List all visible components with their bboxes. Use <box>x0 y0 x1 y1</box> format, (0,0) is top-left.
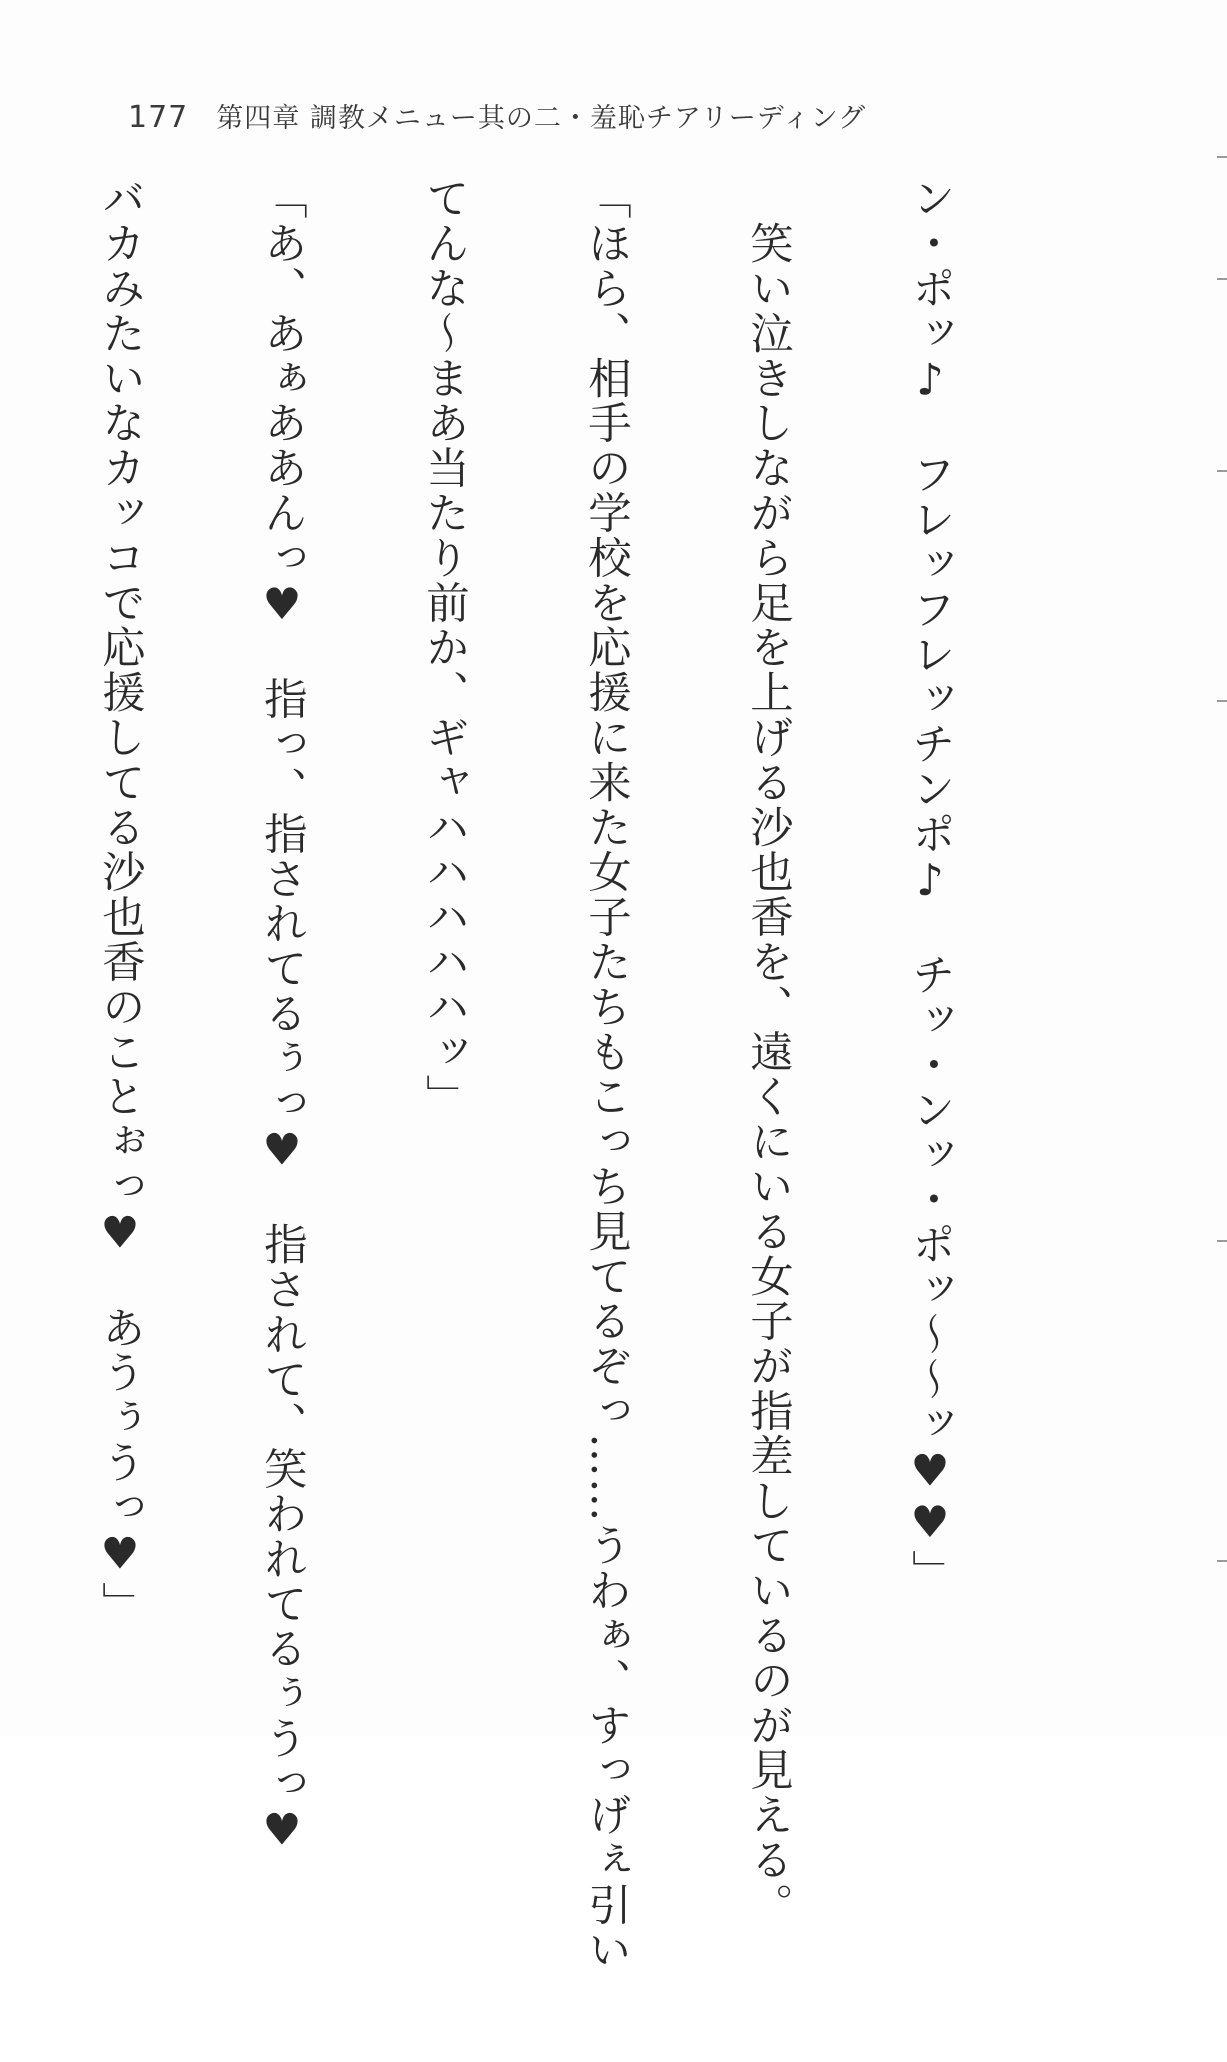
text-line: 「あ、あぁああんっ♥ 指っ、指されてるぅっ♥ 指されて、笑われてるぅうっ♥ <box>257 176 307 1858</box>
vertical-body-text <box>95 176 1065 1972</box>
text-line: 笑い泣きしながら足を上げる沙也香を、遠くにいる女子が指差しているのが見える。 <box>743 176 793 1928</box>
text-line: バカみたいなカッコで応援してる沙也香のことぉっ♥ あうぅうっ♥」 <box>95 176 145 1626</box>
edge-mark <box>1217 156 1227 158</box>
chapter-title: 第四章 調教メニュー其の二・羞恥チアリーディング <box>216 103 867 134</box>
edge-mark <box>1217 470 1227 472</box>
text-line: ン・ポッ♪ フレッフレッチンポ♪ チッ・ンッ・ポッ〜〜ッ♥♥」 <box>905 176 955 1595</box>
running-head <box>128 96 866 136</box>
edge-mark <box>1217 1240 1227 1242</box>
edge-mark <box>1217 278 1227 280</box>
scan-edge-marks <box>1213 0 1227 1736</box>
edge-mark <box>1217 700 1227 702</box>
text-line: 「ほら、相手の学校を応援に来た女子たちもこっち見てるぞっ……うわぁ、すっげぇ引い <box>581 176 631 1972</box>
text-line: てんな〜まあ当たり前か、ギャハハハハハッ」 <box>419 176 469 1119</box>
page-number: 177 <box>128 100 189 135</box>
edge-mark <box>1217 1560 1227 1562</box>
